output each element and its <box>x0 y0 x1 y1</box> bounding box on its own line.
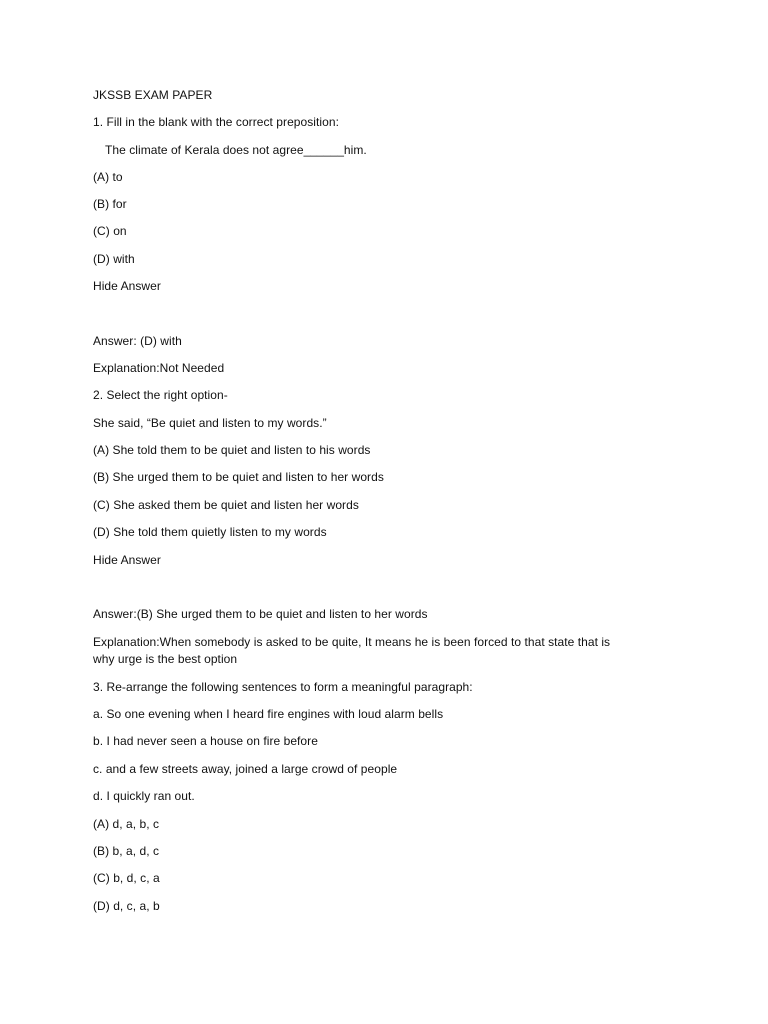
q3-option-a: (A) d, a, b, c <box>93 817 160 831</box>
q1-option-b: (B) for <box>93 197 127 211</box>
q2-option-a: (A) She told them to be quiet and listen to his words <box>93 443 371 457</box>
q3-option-d: (D) d, c, a, b <box>93 899 160 913</box>
q1-explanation: Explanation:Not Needed <box>93 361 225 375</box>
q2-sentence: She said, “Be quiet and listen to my words.” <box>93 416 327 430</box>
q1-answer: Answer: (D) with <box>93 334 182 348</box>
q1-question: 1. Fill in the blank with the correct preposition: <box>93 115 339 129</box>
q3-option-c: (C) b, d, c, a <box>93 871 160 885</box>
q1-hide-answer-link[interactable]: Hide Answer <box>93 279 161 293</box>
q3-sentence-a: a. So one evening when I heard fire engines with loud alarm bells <box>93 707 444 721</box>
q2-option-c: (C) She asked them be quiet and listen her words <box>93 498 359 512</box>
q3-sentence-d: d. I quickly ran out. <box>93 789 195 803</box>
q1-sentence: The climate of Kerala does not agree______him. <box>105 143 367 157</box>
q2-explanation-line-2: why urge is the best option <box>93 652 238 666</box>
q2-option-b: (B) She urged them to be quiet and listen to her words <box>93 470 384 484</box>
q2-option-d: (D) She told them quietly listen to my words <box>93 525 327 539</box>
q3-sentence-c: c. and a few streets away, joined a large crowd of people <box>93 762 398 776</box>
q2-question: 2. Select the right option- <box>93 388 228 402</box>
q1-option-c: (C) on <box>93 224 127 238</box>
q2-answer: Answer:(B) She urged them to be quiet and listen to her words <box>93 607 428 621</box>
q2-explanation-line-1: Explanation:When somebody is asked to be quite, It means he is been forced to that state that is <box>93 635 611 649</box>
q1-option-a: (A) to <box>93 170 123 184</box>
document-title: JKSSB EXAM PAPER <box>93 88 213 102</box>
q1-option-d: (D) with <box>93 252 135 266</box>
q2-hide-answer-link[interactable]: Hide Answer <box>93 553 161 567</box>
q3-option-b: (B) b, a, d, c <box>93 844 160 858</box>
q3-sentence-b: b. I had never seen a house on fire before <box>93 734 318 748</box>
q3-question: 3. Re-arrange the following sentences to form a meaningful paragraph: <box>93 680 473 694</box>
